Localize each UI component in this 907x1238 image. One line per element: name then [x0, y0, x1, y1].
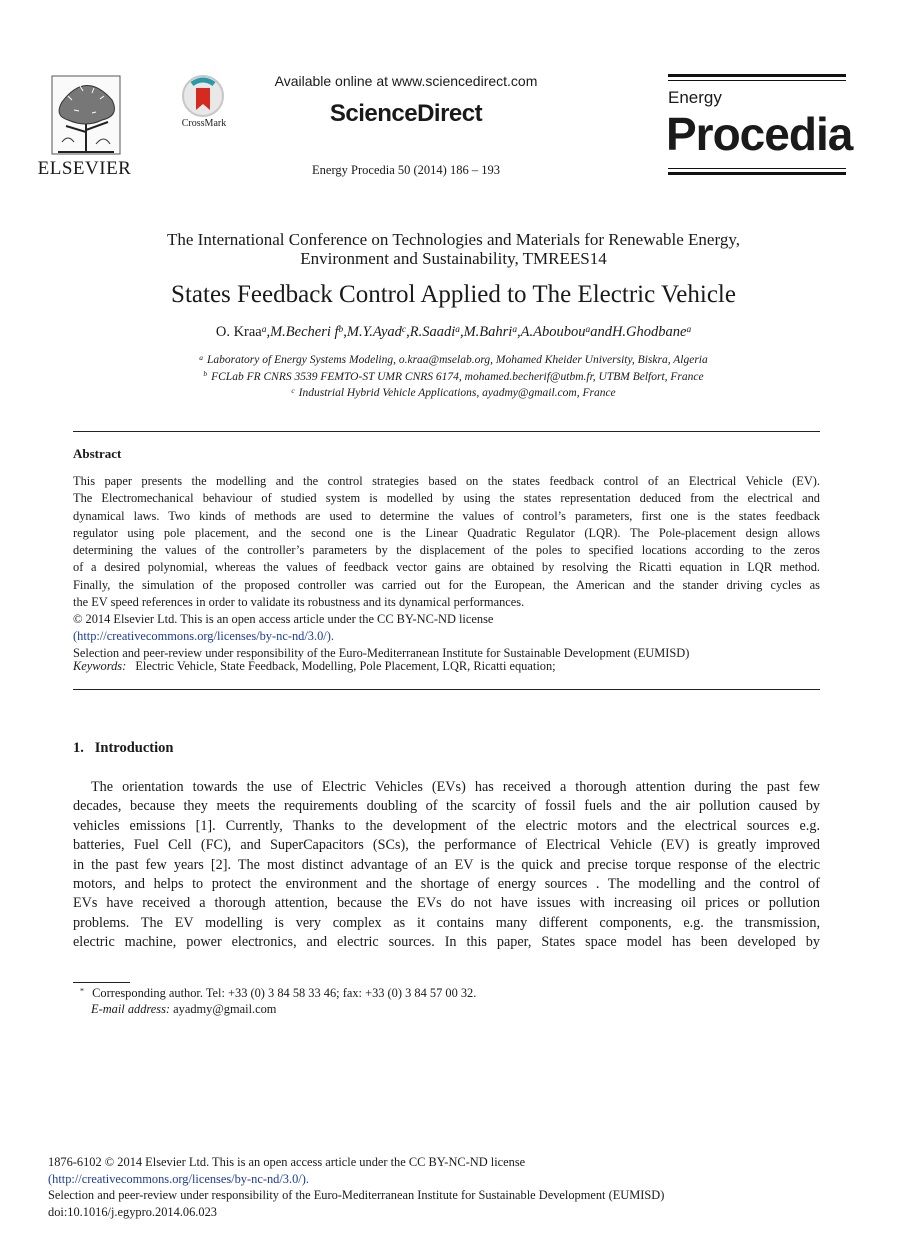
author-affiliation-marker: a: [512, 324, 518, 335]
affiliation-line: [40, 352, 867, 369]
introduction-line: decades, because they meets the requirements doubling of the scarcity of fossil fuels and the air pollution caused by: [73, 798, 820, 815]
author-name: M.Y.Ayad: [346, 324, 402, 340]
energy-procedia-logo: [666, 74, 853, 178]
footer-license-link[interactable]: (http://creativecommons.org/licenses/by-nc-nd/3.0/).: [48, 1171, 309, 1186]
author-name: andH.Ghodbane: [590, 324, 687, 340]
introduction-line: vehicles emissions [1]. Currently, Thanks to the development of the electric motors and the electrical sources e.g.: [73, 817, 820, 834]
logo-top-rule: [668, 74, 846, 77]
journal-citation: Energy Procedia 50 (2014) 186 – 193: [312, 163, 500, 177]
author: [464, 324, 521, 340]
author-name: M.Becheri f: [270, 324, 339, 340]
section-heading-introduction: 1. Introduction: [73, 740, 174, 756]
author-list: [40, 324, 867, 341]
author-affiliation-marker: b: [338, 324, 344, 335]
affiliation-marker: c: [291, 385, 295, 395]
abstract-line: dynamical laws. Two kinds of methods are used to determine the values of control’s parameters, first one is the states feedback: [73, 508, 820, 523]
abstract-line: the EV speed references in order to validate its robustness and its dynamical performances.: [73, 595, 525, 610]
abstract-line: of a desired polynomial, whereas the values of feedback vector gains are obtained by resolving the Ricatti equation in LQR method.: [73, 560, 820, 575]
conference-line-2: Environment and Sustainability, TMREES14: [300, 249, 607, 268]
footnote-marker: *: [80, 986, 85, 996]
author-name: M.Bahri: [463, 324, 513, 340]
abstract-line: This paper presents the modelling and the control strategies based on the states feedback control of an Electrical Vehicle (EV).: [73, 474, 820, 488]
affiliation-line: [40, 385, 867, 402]
logo-energy-word: Energy: [668, 88, 722, 107]
author-affiliation-marker: a: [686, 324, 692, 335]
introduction-line: batteries, Fuel Cell (FC), and SuperCapacitors (SCs), the performance of Electrical Vehicle (EV) is greatly improved: [73, 837, 820, 854]
author-separator: ,: [459, 324, 464, 340]
logo-procedia-word: Procedia: [666, 108, 853, 160]
logo-bottom-rule-thin: [668, 168, 846, 169]
author-affiliation-marker: a: [585, 324, 591, 335]
author-separator: ,: [517, 324, 521, 340]
author-separator: ,: [406, 324, 410, 340]
affiliation-text: FCLab FR CNRS 3539 FEMTO-ST UMR CNRS 6174, mohamed.becherif@utbm.fr, UTBM Belfort, France: [211, 370, 704, 383]
crossmark-label: CrossMark: [181, 118, 227, 129]
introduction-line: in the past few years [2]. The most distinct advantage of an EV is the quick and precise torque response of the electric: [73, 856, 820, 873]
affiliation-text: Industrial Hybrid Vehicle Applications, ayadmy@gmail.com, France: [298, 387, 616, 399]
footnote-corresponding: [80, 986, 476, 1001]
elsevier-tree-icon: [22, 72, 147, 160]
author-separator: ,: [266, 324, 271, 340]
author: [521, 324, 591, 340]
keywords-label: Keywords:: [73, 659, 127, 673]
logo-top-rule-thin: [668, 80, 846, 81]
abstract-license-link[interactable]: (http://creativecommons.org/licenses/by-nc-nd/3.0/).: [73, 629, 334, 643]
introduction-line: The orientation towards the use of Electric Vehicles (EVs) has received a thorough attention during the past few: [91, 779, 820, 795]
author-affiliation-marker: a: [261, 324, 267, 335]
footnote-email-row: [91, 1002, 276, 1017]
affiliation-line: [40, 369, 867, 386]
abstract-line: regulator using pole placement, and the second one is the Linear Quadratic Regulator (LQR). The Pole-placement design allows: [73, 525, 820, 540]
conference-name: [40, 230, 867, 268]
introduction-line: motors, and helps to protect the environment and the shortage of energy sources . The modelling and the control of: [73, 876, 820, 893]
abstract-top-rule: [73, 431, 820, 432]
footer-peer-review: Selection and peer-review under responsibility of the Euro-Mediterranean Institute for Sustainable Development (EUMISD): [48, 1188, 665, 1203]
author-affiliation-marker: c: [401, 324, 407, 335]
footnote-corresponding-text: Corresponding author. Tel: +33 (0) 3 84 58 33 46; fax: +33 (0) 3 84 57 00 32.: [92, 986, 477, 1000]
paper-title: States Feedback Control Applied to The Electric Vehicle: [171, 281, 736, 308]
crossmark-badge[interactable]: [174, 74, 234, 134]
author-name: A.Aboubou: [520, 324, 586, 340]
author: [216, 324, 270, 340]
page-footer: [48, 1154, 664, 1221]
affiliation-text: Laboratory of Energy Systems Modeling, o.kraa@mselab.org, Mohamed Kheider University, Biskra, Algeria: [206, 354, 708, 366]
logo-bottom-rule: [668, 172, 846, 175]
keywords-row: [73, 659, 556, 674]
elsevier-logo: [22, 72, 147, 180]
footnote-email-label: E-mail address:: [91, 1002, 171, 1016]
affiliation-marker: a: [199, 352, 203, 362]
author: [347, 324, 410, 340]
conference-line-1: The International Conference on Technologies and Materials for Renewable Energy,: [167, 230, 740, 249]
available-online[interactable]: Available online at www.sciencedirect.com: [274, 73, 538, 89]
author-separator: ,: [343, 324, 347, 340]
affiliation-marker: b: [203, 369, 208, 379]
abstract-bottom-rule: [73, 689, 820, 690]
affiliation-list: [40, 352, 867, 402]
footer-doi[interactable]: doi:10.1016/j.egypro.2014.06.023: [48, 1205, 217, 1220]
abstract-heading: Abstract: [73, 446, 122, 461]
keywords-list: Electric Vehicle, State Feedback, Modelling, Pole Placement, LQR, Ricatti equation;: [135, 659, 556, 673]
elsevier-wordmark: ELSEVIER: [37, 158, 132, 179]
abstract-copyright: © 2014 Elsevier Ltd. This is an open access article under the CC BY-NC-ND license: [73, 612, 494, 626]
footer-issn-line: 1876-6102 © 2014 Elsevier Ltd. This is an open access article under the CC BY-NC-ND license: [48, 1155, 526, 1169]
author: [270, 324, 347, 340]
introduction-line: EVs have received a thorough attention, because the EVs do not have issues with increasing oil prices or pollution: [73, 895, 820, 912]
author-name: O. Kraa: [215, 324, 262, 340]
author-name: R.Saadi: [409, 324, 456, 340]
introduction-line: electric machine, power electronics, and electric sources. In this paper, States space model has been developed by: [73, 934, 820, 951]
author: [590, 324, 691, 340]
abstract-line: Finally, the simulation of the proposed controller was carried out for the European, the American and the stander driving cycles as: [73, 577, 820, 592]
footnote-email[interactable]: ayadmy@gmail.com: [173, 1002, 277, 1016]
introduction-line: problems. The EV modelling is very complex as it contains many different components, e.g. the transmission,: [73, 914, 820, 931]
crossmark-icon: [174, 74, 234, 118]
abstract-line: The Electromechanical behaviour of studied system is modelled by using the states representation deduced from the electrical and: [73, 491, 820, 506]
sciencedirect-logo: ScienceDirect: [329, 100, 483, 127]
abstract-peer-review: Selection and peer-review under responsibility of the Euro-Mediterranean Institute for Sustainable Development (EUMISD): [73, 646, 690, 660]
footnote-rule: [73, 982, 130, 983]
abstract-body: [73, 473, 820, 611]
author: [410, 324, 464, 340]
abstract-line: determining the values of the controller’s parameters by the displacement of the poles to specified locations according to the zeros: [73, 543, 820, 558]
author-affiliation-marker: a: [455, 324, 460, 335]
introduction-paragraph: [73, 778, 820, 953]
